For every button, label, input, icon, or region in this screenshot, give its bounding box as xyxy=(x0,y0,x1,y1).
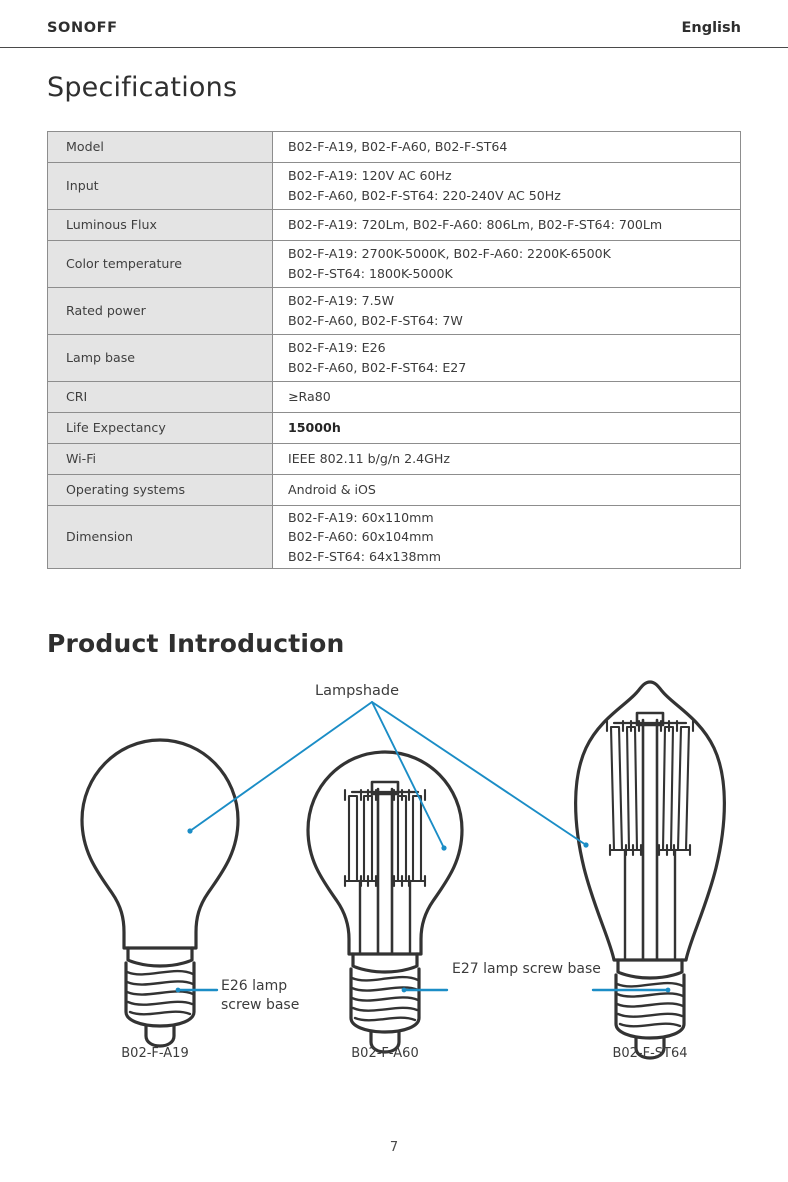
spec-value xyxy=(273,288,741,335)
spec-value-line: IEEE 802.11 b/g/n 2.4GHz xyxy=(288,451,450,467)
spec-value xyxy=(273,444,741,475)
spec-label: CRI xyxy=(48,382,273,413)
page-title-specifications: Specifications xyxy=(47,72,238,103)
spec-value xyxy=(273,382,741,413)
spec-value xyxy=(273,475,741,506)
spec-label: Input xyxy=(48,163,273,210)
spec-label: Lamp base xyxy=(48,335,273,382)
spec-label: Color temperature xyxy=(48,241,273,288)
spec-value-line: B02-F-A60, B02-F-ST64: E27 xyxy=(288,360,467,375)
spec-value-line: B02-F-A19: 7.5W xyxy=(288,293,395,309)
spec-label: Operating systems xyxy=(48,475,273,506)
spec-value xyxy=(273,335,741,382)
table-row xyxy=(48,335,741,382)
brand-logo: SONOFF xyxy=(47,20,118,36)
bulb-st64-illustration xyxy=(576,682,725,1058)
page-title-product-introduction: Product Introduction xyxy=(47,629,345,658)
spec-value-line: B02-F-A19: 720Lm, B02-F-A60: 806Lm, B02-F-ST64: 700Lm xyxy=(288,217,663,233)
table-row xyxy=(48,241,741,288)
spec-label: Rated power xyxy=(48,288,273,335)
spec-label: Luminous Flux xyxy=(48,210,273,241)
spec-value xyxy=(273,413,741,444)
spec-label: Dimension xyxy=(48,506,273,569)
bulb-caption-st64: B02-F-ST64 xyxy=(612,1046,688,1061)
e27-leader-line xyxy=(402,988,671,993)
spec-value-line: B02-F-A19, B02-F-A60, B02-F-ST64 xyxy=(288,139,508,155)
spec-label: Wi-Fi xyxy=(48,444,273,475)
spec-value-line: B02-F-ST64: 1800K-5000K xyxy=(288,266,453,281)
spec-label: Life Expectancy xyxy=(48,413,273,444)
language-label: English xyxy=(681,20,741,36)
table-row xyxy=(48,288,741,335)
callout-label-lampshade: Lampshade xyxy=(315,683,400,699)
spec-value xyxy=(273,210,741,241)
spec-value-line: B02-F-A60: 60x104mm xyxy=(288,529,434,545)
bulb-caption-a60: B02-F-A60 xyxy=(351,1046,419,1061)
bulb-a19-illustration xyxy=(82,740,238,1046)
spec-value-line: B02-F-ST64: 64x138mm xyxy=(288,548,442,564)
spec-value xyxy=(273,241,741,288)
header-divider xyxy=(0,47,788,48)
specifications-table-body xyxy=(48,132,741,569)
spec-value-line: B02-F-A60, B02-F-ST64: 7W xyxy=(288,313,463,328)
bulb-a60-illustration xyxy=(308,752,462,1052)
spec-value-line: B02-F-A19: E26 xyxy=(288,340,386,356)
bulb-caption-a19: B02-F-A19 xyxy=(121,1046,189,1061)
lampshade-leader-lines xyxy=(190,702,586,848)
spec-value-line: B02-F-A19: 2700K-5000K, B02-F-A60: 2200K-6500K xyxy=(288,246,611,262)
table-row xyxy=(48,413,741,444)
spec-value-line: B02-F-A60, B02-F-ST64: 220-240V AC 50Hz xyxy=(288,188,561,203)
product-introduction-figure xyxy=(0,660,788,1080)
specifications-table xyxy=(47,131,741,569)
leader-arrowheads xyxy=(187,828,588,850)
bulb-diagram-svg xyxy=(0,660,788,1080)
page-header xyxy=(0,0,788,56)
spec-value xyxy=(273,163,741,210)
table-row xyxy=(48,163,741,210)
callout-label-e27: E27 lamp screw base xyxy=(452,961,601,977)
table-row xyxy=(48,210,741,241)
spec-value-line: B02-F-A19: 60x110mm xyxy=(288,509,434,525)
spec-value-line: Android & iOS xyxy=(288,482,376,498)
spec-value-line: 15000h xyxy=(288,420,341,436)
callout-label-e26: E26 lamp screw base xyxy=(221,978,300,1013)
spec-value-line: ≥Ra80 xyxy=(288,389,331,405)
page-number: 7 xyxy=(389,1140,399,1155)
spec-label: Model xyxy=(48,132,273,163)
table-row xyxy=(48,475,741,506)
spec-value xyxy=(273,506,741,569)
spec-value xyxy=(273,132,741,163)
table-row xyxy=(48,444,741,475)
table-row xyxy=(48,506,741,569)
table-row xyxy=(48,132,741,163)
spec-value-line: B02-F-A19: 120V AC 60Hz xyxy=(288,168,452,184)
table-row xyxy=(48,382,741,413)
